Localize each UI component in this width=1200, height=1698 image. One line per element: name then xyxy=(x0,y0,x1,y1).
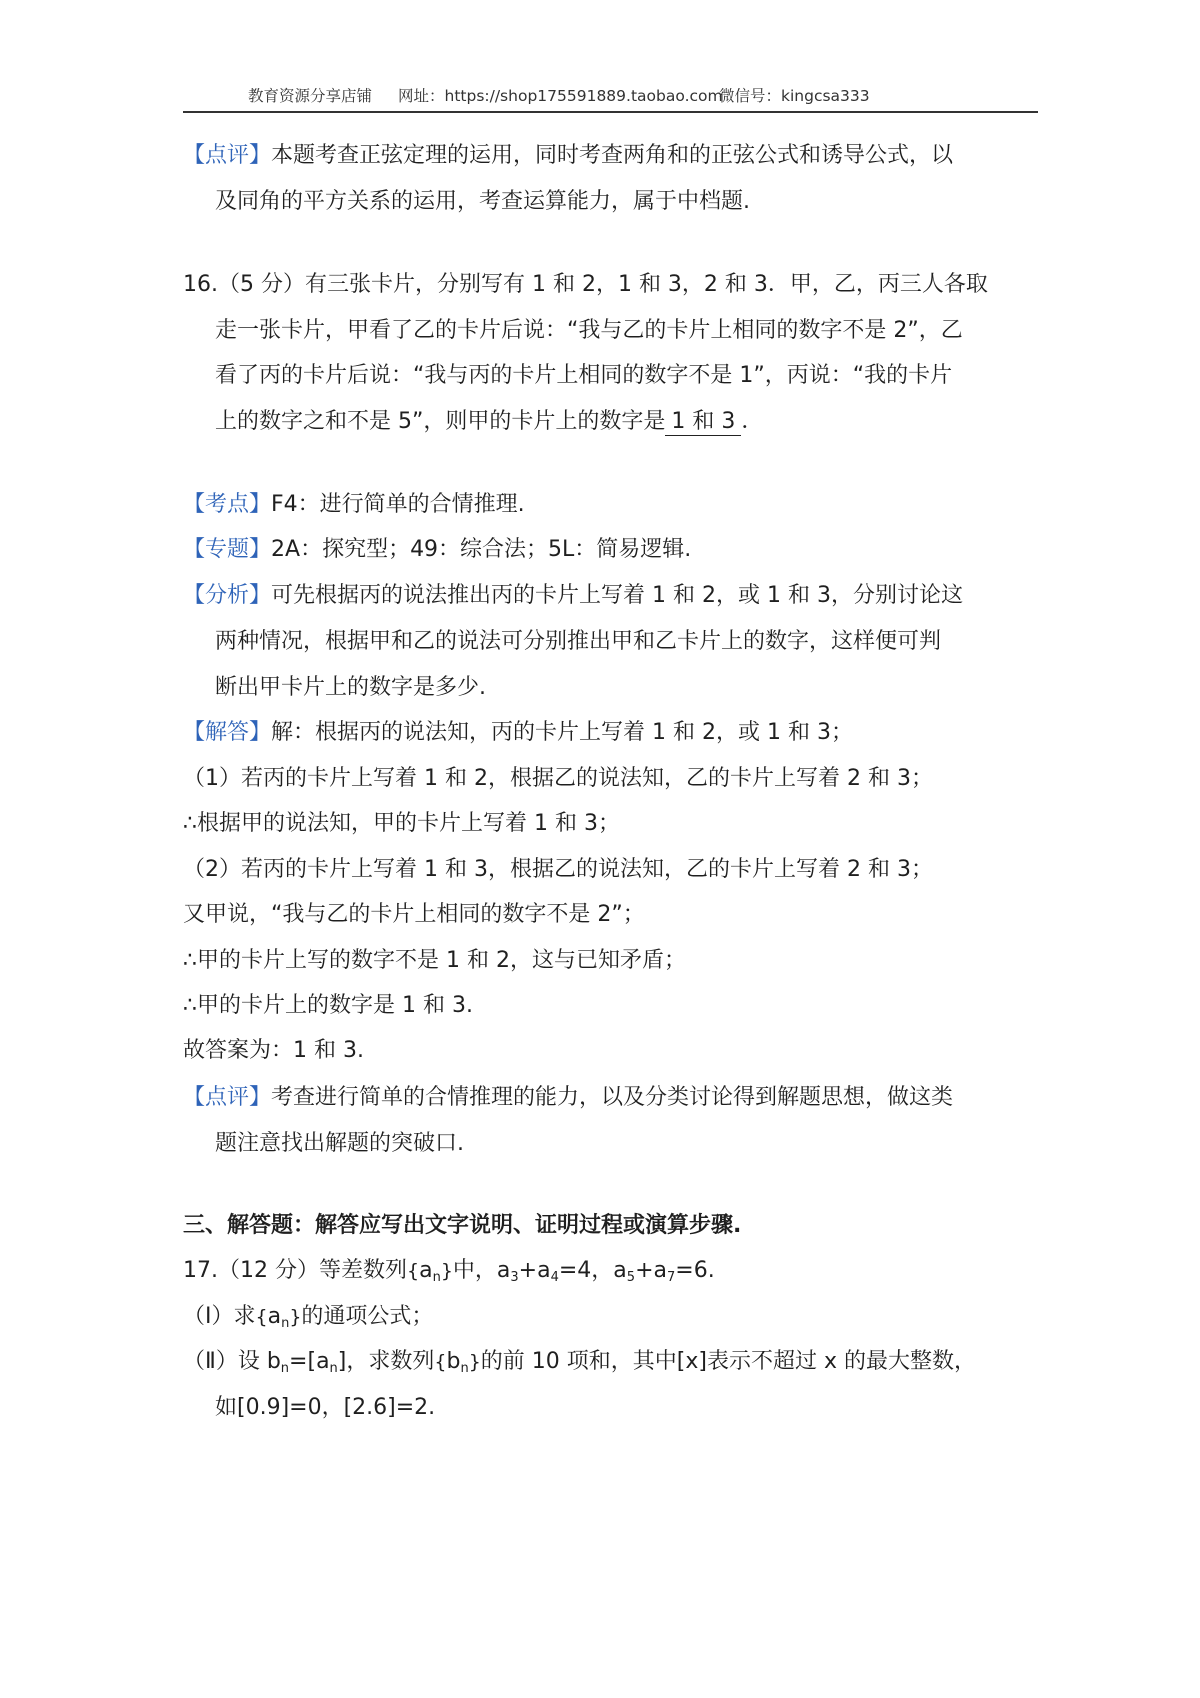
fenxi-line-2: 两种情况，根据甲和乙的说法可分别推出甲和乙卡片上的数字，这样便可判 xyxy=(215,629,942,654)
dianping-line-1: 【点评】考查进行简单的合情推理的能力，以及分类讨论得到解题思想，做这类 xyxy=(183,1085,954,1110)
header-divider xyxy=(183,111,1038,113)
q16-line-4: 上的数字之和不是 5”，则甲的卡片上的数字是 1 和 3 ． xyxy=(215,409,764,434)
dianping-tag-2: 【点评】 xyxy=(183,1085,272,1110)
header-wechat: 微信号：kingcsa333 xyxy=(719,87,870,105)
jieda-line: 【解答】解：根据丙的说法知，丙的卡片上写着 1 和 2，或 1 和 3； xyxy=(183,720,853,745)
kaodian-line: 【考点】F4：进行简单的合情推理. xyxy=(183,492,525,517)
solution-step-3: （2）若丙的卡片上写着 1 和 3，根据乙的说法知，乙的卡片上写着 2 和 3； xyxy=(183,857,933,882)
dianping-tag: 【点评】 xyxy=(183,143,272,168)
q16-line-1: 16.（5 分）有三张卡片，分别写有 1 和 2，1 和 3，2 和 3．甲，乙，丙三人各取 xyxy=(183,272,988,297)
header-shop-name: 教育资源分享店铺 xyxy=(248,87,373,105)
dianping-line-2: 题注意找出解题的突破口. xyxy=(215,1131,464,1156)
q17-intro: 17.（12 分）等差数列$\{a_n\}$中，$a_3+a_4=4$，$a_5+a_7=6$. xyxy=(183,1258,715,1285)
fenxi-tag: 【分析】 xyxy=(183,583,272,608)
q16-line-3: 看了丙的卡片后说：“我与丙的卡片上相同的数字不是 1”，丙说：“我的卡片 xyxy=(215,363,953,388)
answer-blank: 1 和 3 xyxy=(665,409,741,436)
solution-step-1: （1）若丙的卡片上写着 1 和 2，根据乙的说法知，乙的卡片上写着 2 和 3； xyxy=(183,766,933,791)
zhuanti-line: 【专题】2A：探究型；49：综合法；5L：简易逻辑. xyxy=(183,537,692,562)
prev-comment-line-2: 及同角的平方关系的运用，考查运算能力，属于中档题. xyxy=(215,189,750,214)
section-3-title: 三、解答题：解答应写出文字说明、证明过程或演算步骤. xyxy=(183,1213,742,1238)
q16-line-2: 走一张卡片，甲看了乙的卡片后说：“我与乙的卡片上相同的数字不是 2”，乙 xyxy=(215,318,963,343)
kaodian-tag: 【考点】 xyxy=(183,492,272,517)
q17-part-2-line-2: 如[0.9]=0，[2.6]=2. xyxy=(215,1395,436,1420)
q17-part-2: （Ⅱ）设 $b_n=[a_n]$，求数列$\{b_n\}$的前 10 项和，其中[x]表示不超过 x 的最大整数， xyxy=(183,1349,976,1376)
q17-part-1: （Ⅰ）求$\{a_n\}$的通项公式； xyxy=(183,1304,434,1331)
zhuanti-tag: 【专题】 xyxy=(183,537,272,562)
header-url: 网址：https://shop175591889.taobao.com xyxy=(398,87,723,105)
fenxi-line-1: 【分析】可先根据丙的说法推出丙的卡片上写着 1 和 2，或 1 和 3，分别讨论这 xyxy=(183,583,963,608)
solution-step-2: ∴根据甲的说法知，甲的卡片上写着 1 和 3； xyxy=(183,811,620,836)
solution-answer: 故答案为：1 和 3. xyxy=(183,1038,364,1063)
fenxi-line-3: 断出甲卡片上的数字是多少. xyxy=(215,675,486,700)
solution-step-4: 又甲说，“我与乙的卡片上相同的数字不是 2”； xyxy=(183,902,645,927)
page-header xyxy=(183,84,1038,112)
prev-comment-line-1: 【点评】本题考查正弦定理的运用，同时考查两角和的正弦公式和诱导公式，以 xyxy=(183,143,954,168)
jieda-tag: 【解答】 xyxy=(183,720,272,745)
solution-step-6: ∴甲的卡片上的数字是 1 和 3. xyxy=(183,993,473,1018)
solution-step-5: ∴甲的卡片上写的数字不是 1 和 2，这与已知矛盾； xyxy=(183,948,686,973)
